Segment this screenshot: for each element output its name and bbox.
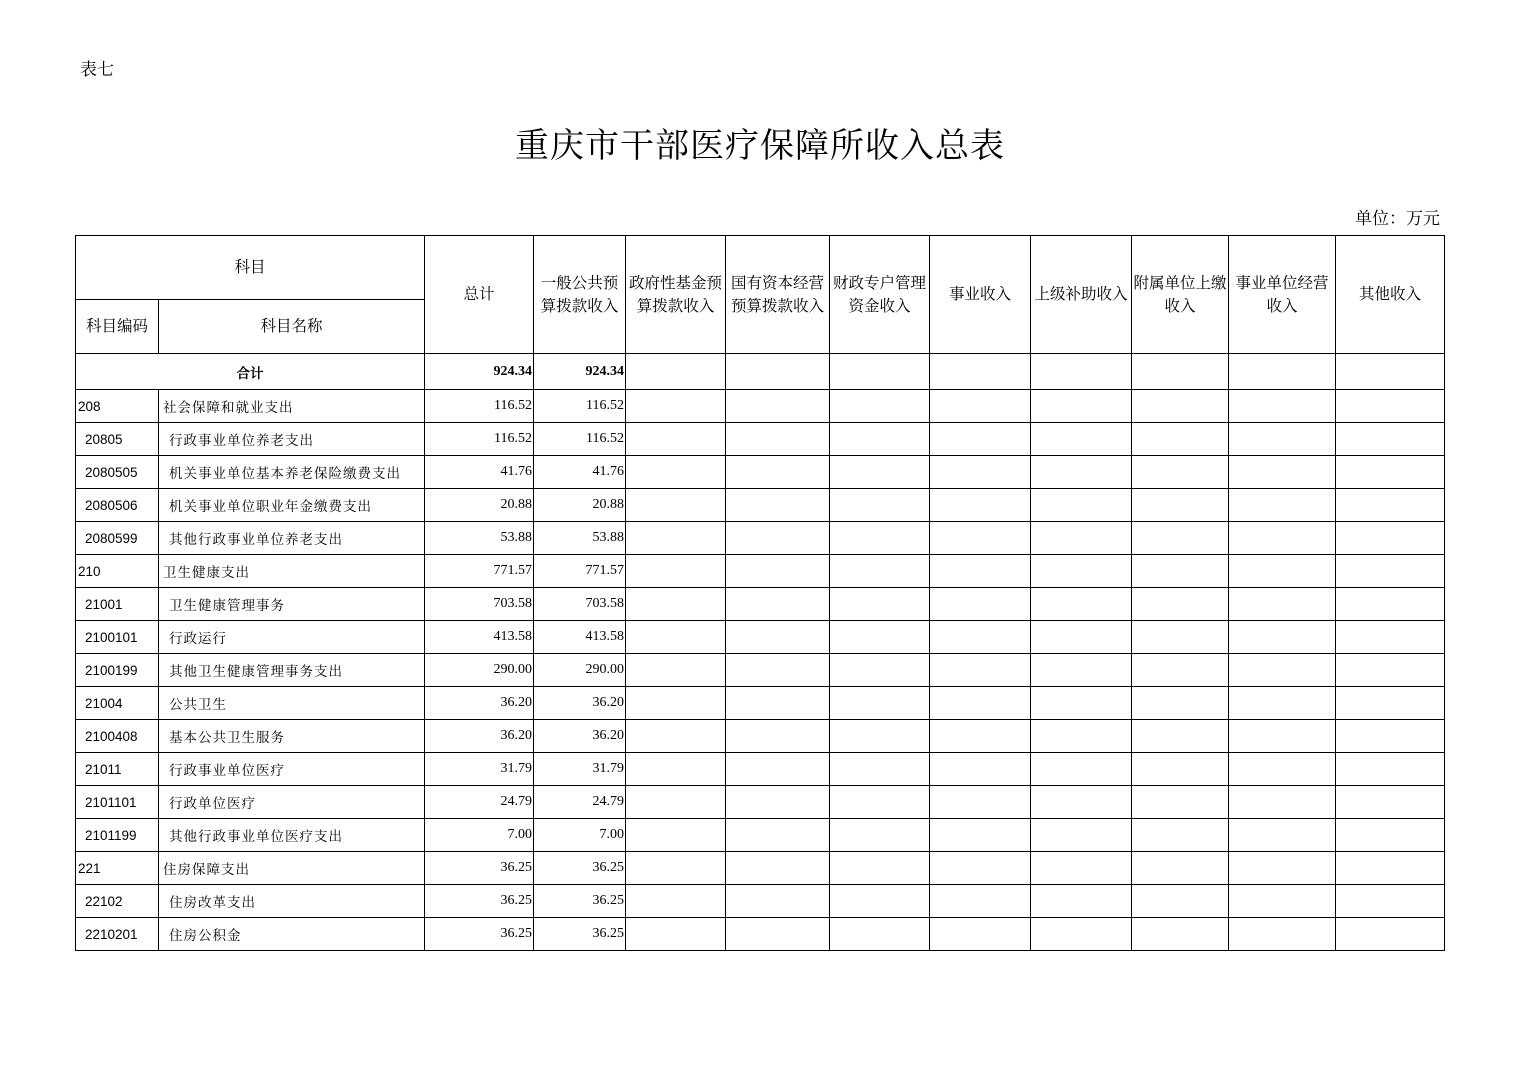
subject-code-cell: 2210201 <box>76 918 159 951</box>
empty-cell <box>1132 621 1229 654</box>
subject-code-cell: 221 <box>76 852 159 885</box>
subject-code-cell: 208 <box>76 390 159 423</box>
empty-cell <box>626 621 726 654</box>
table-row <box>76 885 1445 918</box>
empty-cell <box>1031 852 1132 885</box>
general-budget-cell: 24.79 <box>534 786 626 819</box>
empty-cell <box>1229 555 1336 588</box>
empty-cell <box>1132 852 1229 885</box>
header-state-capital: 国有资本经营预算拨款收入 <box>726 236 830 354</box>
subject-code-cell: 20805 <box>76 423 159 456</box>
general-budget-cell: 771.57 <box>534 555 626 588</box>
sum-general: 924.34 <box>534 354 626 390</box>
subject-code-cell: 210 <box>76 555 159 588</box>
empty-cell <box>830 786 930 819</box>
subject-code-cell: 2100408 <box>76 720 159 753</box>
empty-cell <box>930 588 1031 621</box>
total-cell: 53.88 <box>425 522 534 555</box>
general-budget-cell: 36.20 <box>534 720 626 753</box>
empty-cell <box>1031 720 1132 753</box>
empty-cell <box>1336 423 1445 456</box>
total-cell: 36.25 <box>425 885 534 918</box>
empty-cell <box>930 786 1031 819</box>
empty-cell <box>1336 786 1445 819</box>
empty-cell <box>726 588 830 621</box>
header-affiliated-income: 附属单位上缴收入 <box>1132 236 1229 354</box>
empty-cell <box>626 753 726 786</box>
table-row <box>76 522 1445 555</box>
header-other-income: 其他收入 <box>1336 236 1445 354</box>
subject-name-cell: 其他行政事业单位医疗支出 <box>159 819 425 852</box>
empty-cell <box>1336 918 1445 951</box>
empty-cell <box>1031 588 1132 621</box>
empty-cell <box>1031 819 1132 852</box>
empty-cell <box>1132 753 1229 786</box>
empty-cell <box>626 390 726 423</box>
total-cell: 36.20 <box>425 720 534 753</box>
general-budget-cell: 36.25 <box>534 885 626 918</box>
empty-cell <box>1132 456 1229 489</box>
empty-cell <box>830 819 930 852</box>
subject-code-cell: 2101199 <box>76 819 159 852</box>
table-number: 表七 <box>80 60 114 80</box>
empty-cell <box>1132 588 1229 621</box>
empty-cell <box>830 423 930 456</box>
sum-label: 合计 <box>76 354 425 390</box>
subject-name-cell: 行政运行 <box>159 621 425 654</box>
header-subject: 科目 <box>76 236 425 300</box>
subject-code-cell: 21004 <box>76 687 159 720</box>
empty-cell <box>1229 390 1336 423</box>
empty-cell <box>626 456 726 489</box>
page-title: 重庆市干部医疗保障所收入总表 <box>515 126 1005 166</box>
empty-cell <box>1336 687 1445 720</box>
total-cell: 36.25 <box>425 918 534 951</box>
empty-cell <box>1229 456 1336 489</box>
empty-cell <box>726 918 830 951</box>
total-cell: 771.57 <box>425 555 534 588</box>
empty-cell <box>1132 555 1229 588</box>
general-budget-cell: 41.76 <box>534 456 626 489</box>
empty-cell <box>1336 555 1445 588</box>
subject-code-cell: 21001 <box>76 588 159 621</box>
subject-name-cell: 卫生健康管理事务 <box>159 588 425 621</box>
empty-cell <box>830 654 930 687</box>
subject-code-cell: 22102 <box>76 885 159 918</box>
empty-cell <box>1132 720 1229 753</box>
empty-cell <box>930 555 1031 588</box>
empty-cell <box>1336 588 1445 621</box>
empty-cell <box>830 456 930 489</box>
unit-label: 单位：万元 <box>1355 209 1440 229</box>
total-cell: 41.76 <box>425 456 534 489</box>
empty-cell <box>1132 423 1229 456</box>
total-cell: 116.52 <box>425 423 534 456</box>
total-cell: 36.25 <box>425 852 534 885</box>
empty-cell <box>726 720 830 753</box>
general-budget-cell: 116.52 <box>534 390 626 423</box>
table-row <box>76 819 1445 852</box>
table-row <box>76 456 1445 489</box>
total-cell: 20.88 <box>425 489 534 522</box>
empty-cell <box>930 423 1031 456</box>
header-total: 总计 <box>425 236 534 354</box>
sum-row <box>76 354 1445 390</box>
empty-cell <box>726 819 830 852</box>
empty-cell <box>930 720 1031 753</box>
empty-cell <box>1229 621 1336 654</box>
subject-code-cell: 2101101 <box>76 786 159 819</box>
empty-cell <box>1132 522 1229 555</box>
subject-name-cell: 基本公共卫生服务 <box>159 720 425 753</box>
total-cell: 703.58 <box>425 588 534 621</box>
total-cell: 116.52 <box>425 390 534 423</box>
empty-cell <box>726 489 830 522</box>
empty-cell <box>1229 687 1336 720</box>
general-budget-cell: 7.00 <box>534 819 626 852</box>
empty-cell <box>1229 654 1336 687</box>
empty-cell <box>1336 885 1445 918</box>
empty-cell <box>1336 522 1445 555</box>
empty-cell <box>1132 885 1229 918</box>
empty-cell <box>1229 522 1336 555</box>
total-cell: 36.20 <box>425 687 534 720</box>
empty-cell <box>830 687 930 720</box>
empty-cell <box>726 687 830 720</box>
empty-cell <box>1031 753 1132 786</box>
empty-cell <box>726 456 830 489</box>
header-subject-name: 科目名称 <box>159 300 425 354</box>
empty-cell <box>726 390 830 423</box>
empty-cell <box>830 522 930 555</box>
subject-code-cell: 21011 <box>76 753 159 786</box>
empty-cell <box>1031 390 1132 423</box>
subject-code-cell: 2080506 <box>76 489 159 522</box>
empty-cell <box>626 522 726 555</box>
empty-cell <box>1336 456 1445 489</box>
income-summary-table <box>75 235 1445 951</box>
table-row <box>76 390 1445 423</box>
subject-name-cell: 社会保障和就业支出 <box>159 390 425 423</box>
empty-cell <box>1336 819 1445 852</box>
total-cell: 24.79 <box>425 786 534 819</box>
subject-name-cell: 其他卫生健康管理事务支出 <box>159 654 425 687</box>
table-row <box>76 786 1445 819</box>
subject-name-cell: 机关事业单位职业年金缴费支出 <box>159 489 425 522</box>
total-cell: 7.00 <box>425 819 534 852</box>
table-row <box>76 654 1445 687</box>
empty-cell <box>930 819 1031 852</box>
empty-cell <box>626 885 726 918</box>
empty-cell <box>1336 621 1445 654</box>
empty-cell <box>1229 720 1336 753</box>
empty-cell <box>830 588 930 621</box>
table-row <box>76 423 1445 456</box>
empty-cell <box>626 654 726 687</box>
empty-cell <box>930 852 1031 885</box>
empty-cell <box>930 918 1031 951</box>
empty-cell <box>1336 489 1445 522</box>
empty-cell <box>830 555 930 588</box>
header-general-budget: 一般公共预算拨款收入 <box>534 236 626 354</box>
empty-cell <box>626 489 726 522</box>
header-subsidy-income: 上级补助收入 <box>1031 236 1132 354</box>
empty-cell <box>1031 423 1132 456</box>
empty-cell <box>626 786 726 819</box>
subject-name-cell: 行政事业单位医疗 <box>159 753 425 786</box>
empty-cell <box>830 390 930 423</box>
empty-cell <box>1031 621 1132 654</box>
empty-cell <box>726 621 830 654</box>
header-subject-code: 科目编码 <box>76 300 159 354</box>
empty-cell <box>930 456 1031 489</box>
empty-cell <box>930 621 1031 654</box>
empty-cell <box>626 555 726 588</box>
empty-cell <box>930 522 1031 555</box>
empty-cell <box>726 522 830 555</box>
subject-name-cell: 住房保障支出 <box>159 852 425 885</box>
header-operation-income: 事业单位经营收入 <box>1229 236 1336 354</box>
header-business-income: 事业收入 <box>930 236 1031 354</box>
empty-cell <box>1132 687 1229 720</box>
empty-cell <box>1229 489 1336 522</box>
empty-cell <box>830 852 930 885</box>
empty-cell <box>1031 654 1132 687</box>
table-row <box>76 489 1445 522</box>
empty-cell <box>726 654 830 687</box>
empty-cell <box>1031 885 1132 918</box>
subject-name-cell: 卫生健康支出 <box>159 555 425 588</box>
empty-cell <box>1031 489 1132 522</box>
subject-code-cell: 2080505 <box>76 456 159 489</box>
subject-name-cell: 其他行政事业单位养老支出 <box>159 522 425 555</box>
empty-cell <box>1031 687 1132 720</box>
empty-cell <box>1336 852 1445 885</box>
empty-cell <box>726 555 830 588</box>
empty-cell <box>1336 720 1445 753</box>
general-budget-cell: 36.20 <box>534 687 626 720</box>
empty-cell <box>726 753 830 786</box>
general-budget-cell: 20.88 <box>534 489 626 522</box>
subject-name-cell: 机关事业单位基本养老保险缴费支出 <box>159 456 425 489</box>
empty-cell <box>1132 786 1229 819</box>
empty-cell <box>830 720 930 753</box>
empty-cell <box>1031 918 1132 951</box>
subject-name-cell: 公共卫生 <box>159 687 425 720</box>
empty-cell <box>830 753 930 786</box>
total-cell: 290.00 <box>425 654 534 687</box>
empty-cell <box>626 819 726 852</box>
table-row <box>76 918 1445 951</box>
empty-cell <box>1132 654 1229 687</box>
empty-cell <box>1229 819 1336 852</box>
empty-cell <box>1132 918 1229 951</box>
subject-name-cell: 行政事业单位养老支出 <box>159 423 425 456</box>
table-row <box>76 555 1445 588</box>
empty-cell <box>726 423 830 456</box>
empty-cell <box>930 885 1031 918</box>
table-row <box>76 852 1445 885</box>
empty-cell <box>1229 918 1336 951</box>
header-gov-fund: 政府性基金预算拨款收入 <box>626 236 726 354</box>
general-budget-cell: 36.25 <box>534 918 626 951</box>
empty-cell <box>1229 852 1336 885</box>
empty-cell <box>1132 390 1229 423</box>
empty-cell <box>930 489 1031 522</box>
subject-code-cell: 2100199 <box>76 654 159 687</box>
general-budget-cell: 31.79 <box>534 753 626 786</box>
table-row <box>76 720 1445 753</box>
subject-name-cell: 行政单位医疗 <box>159 786 425 819</box>
empty-cell <box>626 588 726 621</box>
empty-cell <box>1031 456 1132 489</box>
empty-cell <box>626 852 726 885</box>
table-row <box>76 588 1445 621</box>
general-budget-cell: 413.58 <box>534 621 626 654</box>
empty-cell <box>930 390 1031 423</box>
table-row <box>76 687 1445 720</box>
sum-total: 924.34 <box>425 354 534 390</box>
empty-cell <box>830 918 930 951</box>
table-row <box>76 621 1445 654</box>
general-budget-cell: 703.58 <box>534 588 626 621</box>
empty-cell <box>830 885 930 918</box>
empty-cell <box>1336 753 1445 786</box>
empty-cell <box>1031 786 1132 819</box>
empty-cell <box>626 687 726 720</box>
general-budget-cell: 116.52 <box>534 423 626 456</box>
header-special-account: 财政专户管理资金收入 <box>830 236 930 354</box>
total-cell: 31.79 <box>425 753 534 786</box>
empty-cell <box>930 654 1031 687</box>
empty-cell <box>626 423 726 456</box>
total-cell: 413.58 <box>425 621 534 654</box>
empty-cell <box>726 786 830 819</box>
general-budget-cell: 53.88 <box>534 522 626 555</box>
general-budget-cell: 290.00 <box>534 654 626 687</box>
table-row <box>76 753 1445 786</box>
subject-code-cell: 2100101 <box>76 621 159 654</box>
empty-cell <box>626 918 726 951</box>
subject-name-cell: 住房公积金 <box>159 918 425 951</box>
subject-name-cell: 住房改革支出 <box>159 885 425 918</box>
empty-cell <box>726 852 830 885</box>
empty-cell <box>830 621 930 654</box>
empty-cell <box>930 687 1031 720</box>
empty-cell <box>1229 588 1336 621</box>
empty-cell <box>626 720 726 753</box>
empty-cell <box>1229 786 1336 819</box>
empty-cell <box>1229 885 1336 918</box>
empty-cell <box>1336 390 1445 423</box>
general-budget-cell: 36.25 <box>534 852 626 885</box>
empty-cell <box>1336 654 1445 687</box>
empty-cell <box>930 753 1031 786</box>
empty-cell <box>1031 555 1132 588</box>
empty-cell <box>1132 489 1229 522</box>
empty-cell <box>1031 522 1132 555</box>
empty-cell <box>830 489 930 522</box>
empty-cell <box>1229 753 1336 786</box>
subject-code-cell: 2080599 <box>76 522 159 555</box>
empty-cell <box>1132 819 1229 852</box>
empty-cell <box>1229 423 1336 456</box>
empty-cell <box>726 885 830 918</box>
